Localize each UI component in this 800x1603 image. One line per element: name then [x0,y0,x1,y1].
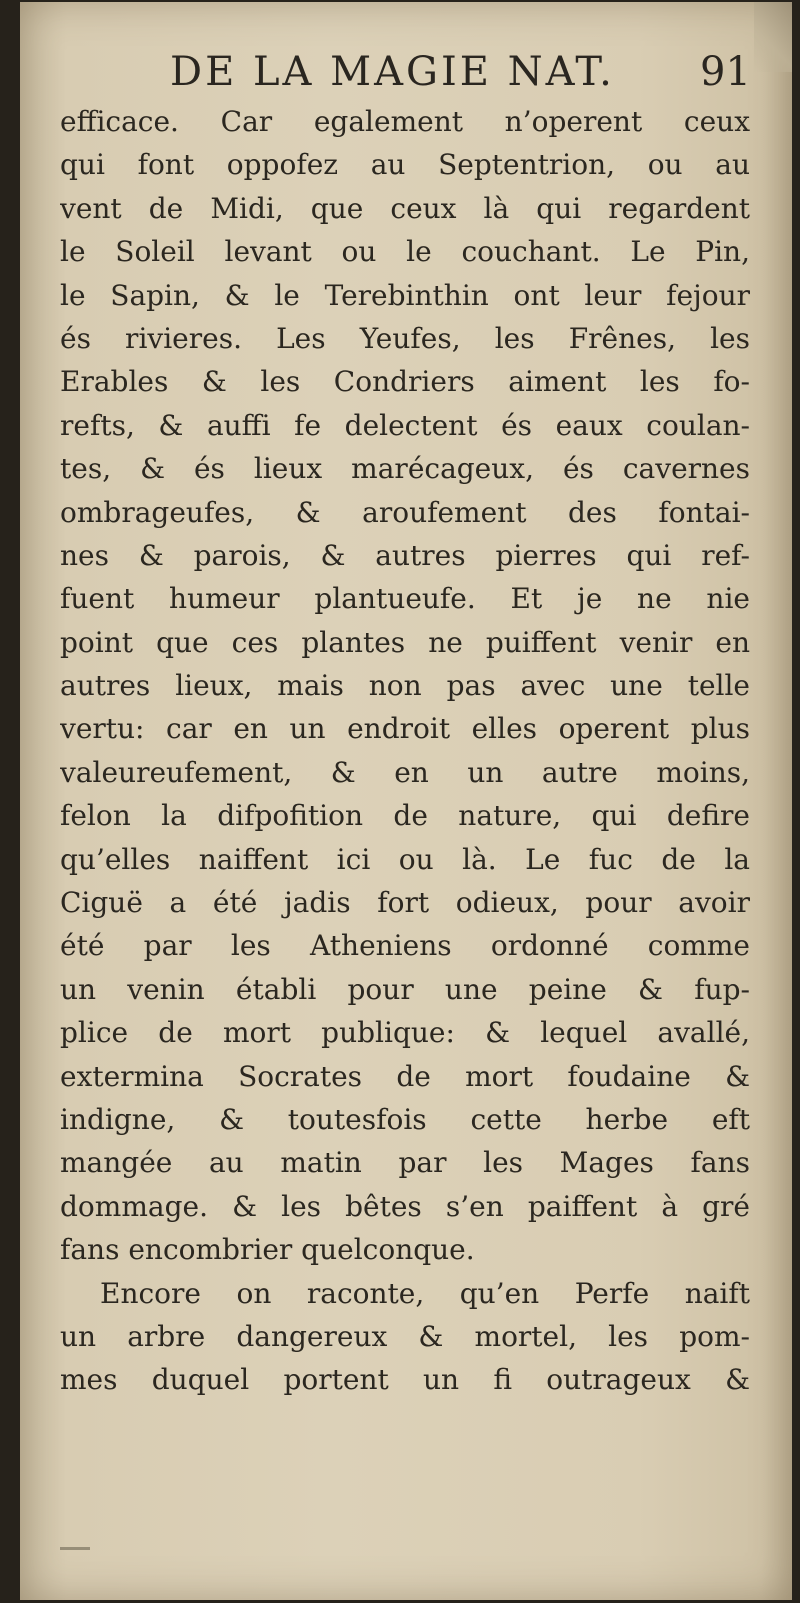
text-line: autres lieux, mais non pas avec une telle [60,669,750,703]
text-line: tes, & és lieux marécageux, és cavernes [60,452,750,486]
text-line: qui font oppofez au Septentrion, ou au [60,148,750,182]
text-line: mes duquel portent un fi outrageux & [60,1363,750,1397]
text-line: vent de Midi, que ceux là qui regardent [60,191,750,225]
ink-smudge [60,1547,90,1550]
text-line: qu’elles naiffent ici ou là. Le fuc de la [60,842,750,876]
text-line: un arbre dangereux & mortel, les pom- [60,1319,750,1353]
text-line: extermina Socrates de mort foudaine & [60,1059,750,1093]
text-line: fuent humeur plantueufe. Et je ne nie [60,582,750,616]
text-line: efficace. Car egalement n’operent ceux [60,105,750,138]
book-page [20,2,792,1600]
text-line: Erables & les Condriers aiment les fo- [60,365,750,399]
text-line: és rivieres. Les Yeufes, les Frênes, les [60,321,750,355]
text-line: mangée au matin par les Mages fans [60,1146,750,1180]
text-line: été par les Atheniens ordonné comme [60,929,750,963]
text-line: indigne, & toutesfois cette herbe eft [60,1102,750,1136]
running-title: DE LA MAGIE NAT. [170,49,615,95]
text-line: vertu: car en un endroit elles operent plus [60,712,750,746]
text-line: nes & parois, & autres pierres qui ref- [60,538,750,572]
text-line: dommage. & les bêtes s’en paiffent à gré [60,1189,750,1223]
text-line: valeureufement, & en un autre moins, [60,755,750,789]
text-line: plice de mort publique: & lequel avallé, [60,1016,750,1050]
text-line: fans encombrier quelconque. [60,1233,475,1267]
text-line: point que ces plantes ne puiffent venir en [60,625,750,659]
text-line: felon la difpofition de nature, qui defire [60,799,750,833]
text-line: un venin établi pour une peine & fup- [60,972,750,1006]
text-line: Encore on raconte, qu’en Perfe naift [100,1276,750,1310]
text-line: refts, & auffi fe delectent és eaux coulan- [60,408,750,442]
text-line: le Soleil levant ou le couchant. Le Pin, [60,235,750,269]
text-line: le Sapin, & le Terebinthin ont leur fejour [60,278,750,312]
text-line: ombrageufes, & aroufement des fontai- [60,495,750,529]
running-head [20,42,792,102]
page-number: 91 [700,49,751,95]
body-text [60,100,750,1402]
text-line: Ciguë a été jadis fort odieux, pour avoir [60,886,750,920]
